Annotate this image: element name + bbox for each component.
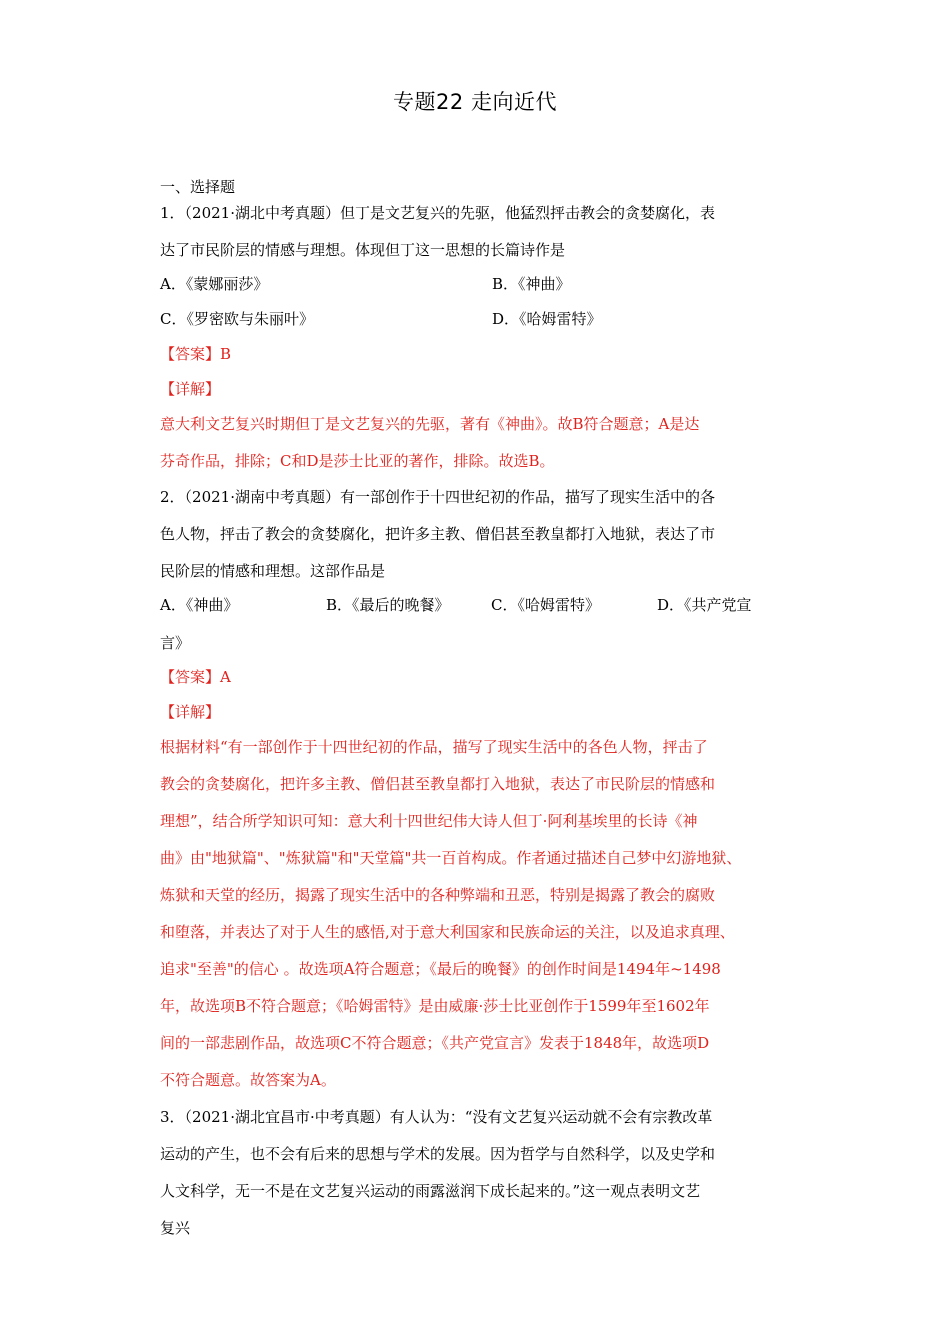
question-3-text: 复兴 xyxy=(160,1219,191,1237)
question-2-option-c: C．《哈姆雷特》 xyxy=(491,596,600,614)
question-2-detail: 年，故选项B不符合题意；《哈姆雷特》是由威廉·莎士比亚创作于1599年至1602年 xyxy=(160,997,710,1015)
question-2-text: 民阶层的情感和理想。这部作品是 xyxy=(160,562,386,580)
question-2-option-d-continued: 言》 xyxy=(160,634,191,652)
question-1-option-a: A．《蒙娜丽莎》 xyxy=(160,275,269,293)
question-1-text: 达了市民阶层的情感与理想。体现但丁这一思想的长篇诗作是 xyxy=(160,241,566,259)
question-1-option-c: C．《罗密欧与朱丽叶》 xyxy=(160,310,314,328)
question-2-detail: 根据材料“有一部创作于十四世纪初的作品，描写了现实生活中的各色人物，抨击了 xyxy=(160,738,708,756)
question-1-detail-label: 【详解】 xyxy=(160,380,221,398)
question-2-detail: 理想”，结合所学知识可知：意大利十四世纪伟大诗人但丁·阿利基埃里的长诗《神 xyxy=(160,812,698,830)
question-2-answer: 【答案】A xyxy=(160,668,231,686)
question-2-detail: 炼狱和天堂的经历，揭露了现实生活中的各种弊端和丑恶，特别是揭露了教会的腐败 xyxy=(160,886,716,904)
question-1-text: 1．（2021·湖北中考真题）但丁是文艺复兴的先驱，他猛烈抨击教会的贪婪腐化，表 xyxy=(160,204,715,222)
question-3-text: 人文科学，无一不是在文艺复兴运动的雨露滋润下成长起来的。”这一观点表明文艺 xyxy=(160,1182,701,1200)
question-1-detail: 芬奇作品，排除；C和D是莎士比亚的著作，排除。故选B。 xyxy=(160,452,555,470)
question-2-detail-label: 【详解】 xyxy=(160,703,221,721)
document-title: 专题22 走向近代 xyxy=(393,90,557,114)
question-2-detail: 曲》由"地狱篇"、"炼狱篇"和"天堂篇"共一百首构成。作者通过描述自己梦中幻游地狱、 xyxy=(160,849,742,867)
question-1-option-b: B．《神曲》 xyxy=(492,275,571,293)
question-2-detail: 不符合题意。故答案为A。 xyxy=(160,1071,336,1089)
question-2-option-b: B．《最后的晚餐》 xyxy=(326,596,450,614)
question-1-answer: 【答案】B xyxy=(160,345,232,363)
question-2-text: 色人物，抨击了教会的贪婪腐化，把许多主教、僧侣甚至教皇都打入地狱，表达了市 xyxy=(160,525,716,543)
question-2-detail: 和堕落，并表达了对于人生的感悟,对于意大利国家和民族命运的关注，以及追求真理、 xyxy=(160,923,735,941)
question-2-option-d: D．《共产党宣 xyxy=(657,596,752,614)
section-heading: 一、选择题 xyxy=(160,178,236,196)
question-2-detail: 教会的贪婪腐化，把许多主教、僧侣甚至教皇都打入地狱，表达了市民阶层的情感和 xyxy=(160,775,716,793)
question-2-text: 2．（2021·湖南中考真题）有一部创作于十四世纪初的作品，描写了现实生活中的各 xyxy=(160,488,715,506)
question-1-option-d: D．《哈姆雷特》 xyxy=(492,310,602,328)
question-2-detail: 间的一部悲剧作品，故选项C不符合题意；《共产党宣言》发表于1848年，故选项D xyxy=(160,1034,710,1052)
question-3-text: 运动的产生，也不会有后来的思想与学术的发展。因为哲学与自然科学，以及史学和 xyxy=(160,1145,716,1163)
question-2-option-a: A．《神曲》 xyxy=(160,596,239,614)
question-3-text: 3．（2021·湖北宜昌市·中考真题）有人认为：“没有文艺复兴运动就不会有宗教改革 xyxy=(160,1108,713,1126)
question-1-detail: 意大利文艺复兴时期但丁是文艺复兴的先驱，著有《神曲》。故B符合题意；A是达 xyxy=(160,415,700,433)
question-2-detail: 追求"至善"的信心 。故选项A符合题意；《最后的晚餐》的创作时间是1494年~1498 xyxy=(160,960,721,978)
